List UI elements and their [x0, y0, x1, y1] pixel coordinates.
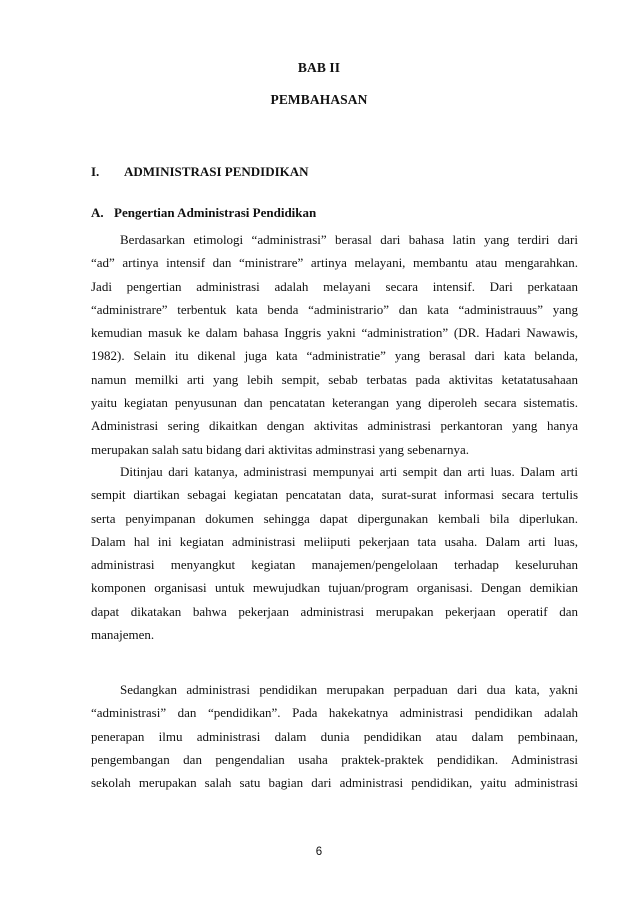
paragraph-line: Sedangkan administrasi pendidikan merupakan perpaduan dari dua kata, yakni [120, 682, 578, 697]
paragraph-line: serta penyimpanan dokumen sehingga dapat dipergunakan kembali bila diperlukan. [91, 510, 578, 526]
paragraph-line: manajemen. [91, 627, 155, 643]
paragraph-line: Administrasi sering dikaitkan dengan aktivitas administrasi perkantoran yang hanya [91, 418, 578, 434]
chapter-label: BAB II [297, 60, 341, 75]
paragraph-line: sempit diartikan sebagai kegiatan pencatatan data, surat-surat informasi secara tertulis [91, 487, 578, 503]
paragraph-1 [91, 228, 578, 461]
paragraph-line: dapat dikatakan bahwa pekerjaan administrasi merupakan pekerjaan operatif dan [91, 603, 578, 619]
paragraph-line: kemudian masuk ke dalam bahasa Inggris yakni “administration” (DR. Hadari Nawawis, [91, 325, 578, 341]
paragraph-line: komponen organisasi untuk mewujudkan tujuan/program organisasi. Dengan demikian [91, 580, 578, 596]
paragraph-line: sekolah merupakan salah satu bagian dari administrasi pendidikan, yaitu administrasi [91, 775, 578, 791]
paragraph-line: “administrare” terbentuk kata benda “administrario” dan kata “administrauus” yang [91, 301, 578, 317]
paragraph-line: yaitu kegiatan penyusunan dan pencatatan keterangan yang diperoleh secara sistematis. [91, 395, 578, 411]
paragraph-line: namun memilki arti yang lebih sempit, sebab terbatas pada aktivitas ketatatusahaan [91, 371, 578, 387]
subsection-title: Pengertian Administrasi Pendidikan [114, 205, 317, 220]
chapter-title: PEMBAHASAN [270, 92, 368, 107]
paragraph-line: penerapan ilmu administrasi dalam dunia pendidikan atau dalam pembinaan, [91, 728, 578, 744]
paragraph-line: Jadi pengertian administrasi adalah melayani secara intensif. Dari perkataan [91, 278, 578, 294]
paragraph-line: Ditinjau dari katanya, administrasi mempunyai arti sempit dan arti luas. Dalam arti [120, 464, 578, 479]
section-heading [91, 164, 309, 180]
subsection-heading [91, 205, 316, 221]
paragraph-line: Berdasarkan etimologi “administrasi” berasal dari bahasa latin yang terdiri dari [120, 232, 578, 247]
paragraph-2 [91, 460, 578, 646]
subsection-number: A. [91, 205, 104, 220]
paragraph-line: “administrasi” dan “pendidikan”. Pada hakekatnya administrasi pendidikan adalah [91, 705, 578, 721]
paragraph-line: pengembangan dan pengendalian usaha praktek-praktek pendidikan. Administrasi [91, 751, 578, 767]
section-title: ADMINISTRASI PENDIDIKAN [124, 164, 309, 179]
paragraph-3 [91, 678, 578, 794]
paragraph-line: merupakan salah satu bidang dari aktivitas adminstrasi yang sebenarnya. [91, 441, 469, 457]
page-number: 6 [315, 846, 323, 858]
paragraph-line: 1982). Selain itu dikenal juga kata “administratie” yang berasal dari kata belanda, [91, 348, 578, 364]
paragraph-line: administrasi menyangkut kegiatan manajemen/pengelolaan terhadap keseluruhan [91, 557, 578, 573]
paragraph-line: “ad” artinya intensif dan “ministrare” artinya melayani, membantu atau mengarahkan. [91, 255, 578, 271]
section-number: I. [91, 164, 100, 179]
paragraph-line: Dalam hal ini kegiatan administrasi meliiputi pekerjaan tata usaha. Dalam arti luas, [91, 533, 578, 549]
